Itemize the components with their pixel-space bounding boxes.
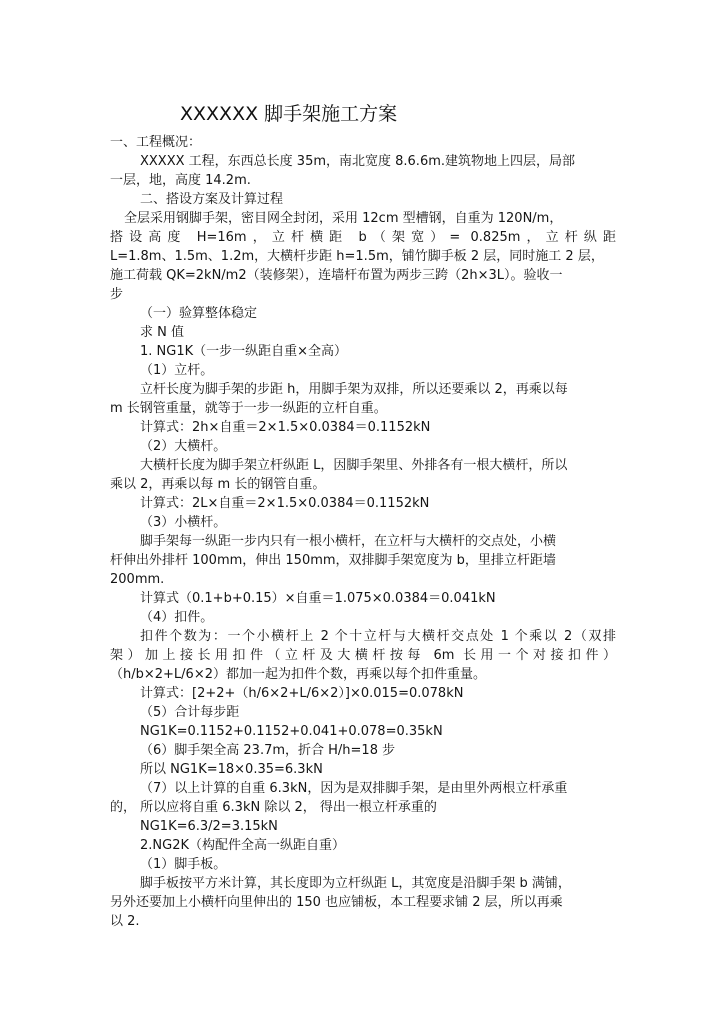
item-heading: （7）以上计算的自重 6.3kN，因为是双排脚手架，是由里外两根立杆承重 <box>140 781 568 796</box>
text-line: （h/b×2+L/6×2）都加一起为扣件个数，再乘以每个扣件重量。 <box>110 667 486 682</box>
text-line: 立杆长度为脚手架的步距 h，用脚手架为双排，所以还要乘以 2，再乘以每 <box>140 382 568 397</box>
item-heading: （4）扣件。 <box>140 610 214 625</box>
text-line: 以 2. <box>110 914 140 929</box>
text-line: 2.NG2K（构配件全高一纵距自重） <box>140 838 345 853</box>
text-line: 架）加上接长用扣件（立杆及大横杆按每 6m 长用一个对接扣件） <box>110 648 616 663</box>
formula-line: NG1K=0.1152+0.1152+0.041+0.078=0.35kN <box>140 724 443 739</box>
text-line: 搭设高度 H=16m，立杆横距 b（架宽）= 0.825m，立杆纵距 <box>110 230 616 245</box>
text-line: 乘以 2，再乘以每 m 长的钢管自重。 <box>110 477 326 492</box>
text-line: 求 N 值 <box>140 325 184 340</box>
item-heading: （6）脚手架全高 23.7m，折合 H/h=18 步 <box>140 743 396 758</box>
text-line: XXXXX 工程，东西总长度 35m，南北宽度 8.6.6m.建筑物地上四层，局部 <box>140 154 576 169</box>
subsection-heading: （一）验算整体稳定 <box>140 306 258 321</box>
formula-line: 所以 NG1K=18×0.35=6.3kN <box>140 762 323 777</box>
text-line: 另外还要加上小横杆向里伸出的 150 也应铺板，本工程要求铺 2 层，所以再乘 <box>110 895 563 910</box>
text-line: 大横杆长度为脚手架立杆纵距 L，因脚手架里、外排各有一根大横杆，所以 <box>140 458 568 473</box>
section-heading-plan: 二、搭设方案及计算过程 <box>140 192 284 207</box>
text-line: 脚手架每一纵距一步内只有一根小横杆，在立杆与大横杆的交点处，小横 <box>140 534 557 549</box>
formula-line: 计算式：2L×自重＝2×1.5×0.0384＝0.1152kN <box>140 496 430 511</box>
item-heading: （2）大横杆。 <box>140 439 227 454</box>
item-heading: （1）立杆。 <box>140 363 214 378</box>
text-line: 的， 所以应将自重 6.3kN 除以 2， 得出一根立杆承重的 <box>110 800 437 815</box>
text-line: 施工荷载 QK=2kN/m2（装修架），连墙杆布置为两步三跨（2h×3L）。验收一 <box>110 268 563 283</box>
item-heading: （5）合计每步距 <box>140 705 240 720</box>
text-line: 1. NG1K（一步一纵距自重×全高） <box>140 344 348 359</box>
formula-line: 计算式（0.1+b+0.15）×自重＝1.075×0.0384＝0.041kN <box>140 591 496 606</box>
formula-line: NG1K=6.3/2=3.15kN <box>140 819 278 834</box>
text-line: 脚手板按平方米计算，其长度即为立杆纵距 L，其宽度是沿脚手架 b 满铺， <box>140 876 571 891</box>
item-heading: （3）小横杆。 <box>140 515 227 530</box>
text-line: 全层采用钢脚手架，密目网全封闭，采用 12cm 型槽钢，自重为 120N/m， <box>124 211 563 226</box>
formula-line: 计算式：2h×自重＝2×1.5×0.0384＝0.1152kN <box>140 420 431 435</box>
section-heading-overview: 一、工程概况： <box>110 135 202 150</box>
text-line: m 长钢管重量，就等于一步一纵距的立杆自重。 <box>110 401 387 416</box>
formula-line: 计算式：[2+2+（h/6×2+L/6×2）]×0.015=0.078kN <box>140 686 464 701</box>
text-line: 200mm. <box>110 572 165 587</box>
text-line: L=1.8m、1.5m、1.2m，大横杆步距 h=1.5m，铺竹脚手板 2 层，同时施工 2 层， <box>110 249 604 264</box>
item-heading: （1）脚手板。 <box>140 857 227 872</box>
document-title: XXXXXX 脚手架施工方案 <box>180 103 398 125</box>
text-line: 一层，地，高度 14.2m. <box>110 173 251 188</box>
text-line: 步 <box>110 287 124 302</box>
text-line: 杆伸出外排杆 100mm，伸出 150mm，双排脚手架宽度为 b，里排立杆距墙 <box>110 553 556 568</box>
text-line: 扣件个数为：一个小横杆上 2 个十立杆与大横杆交点处 1 个乘以 2（双排 <box>140 629 616 644</box>
